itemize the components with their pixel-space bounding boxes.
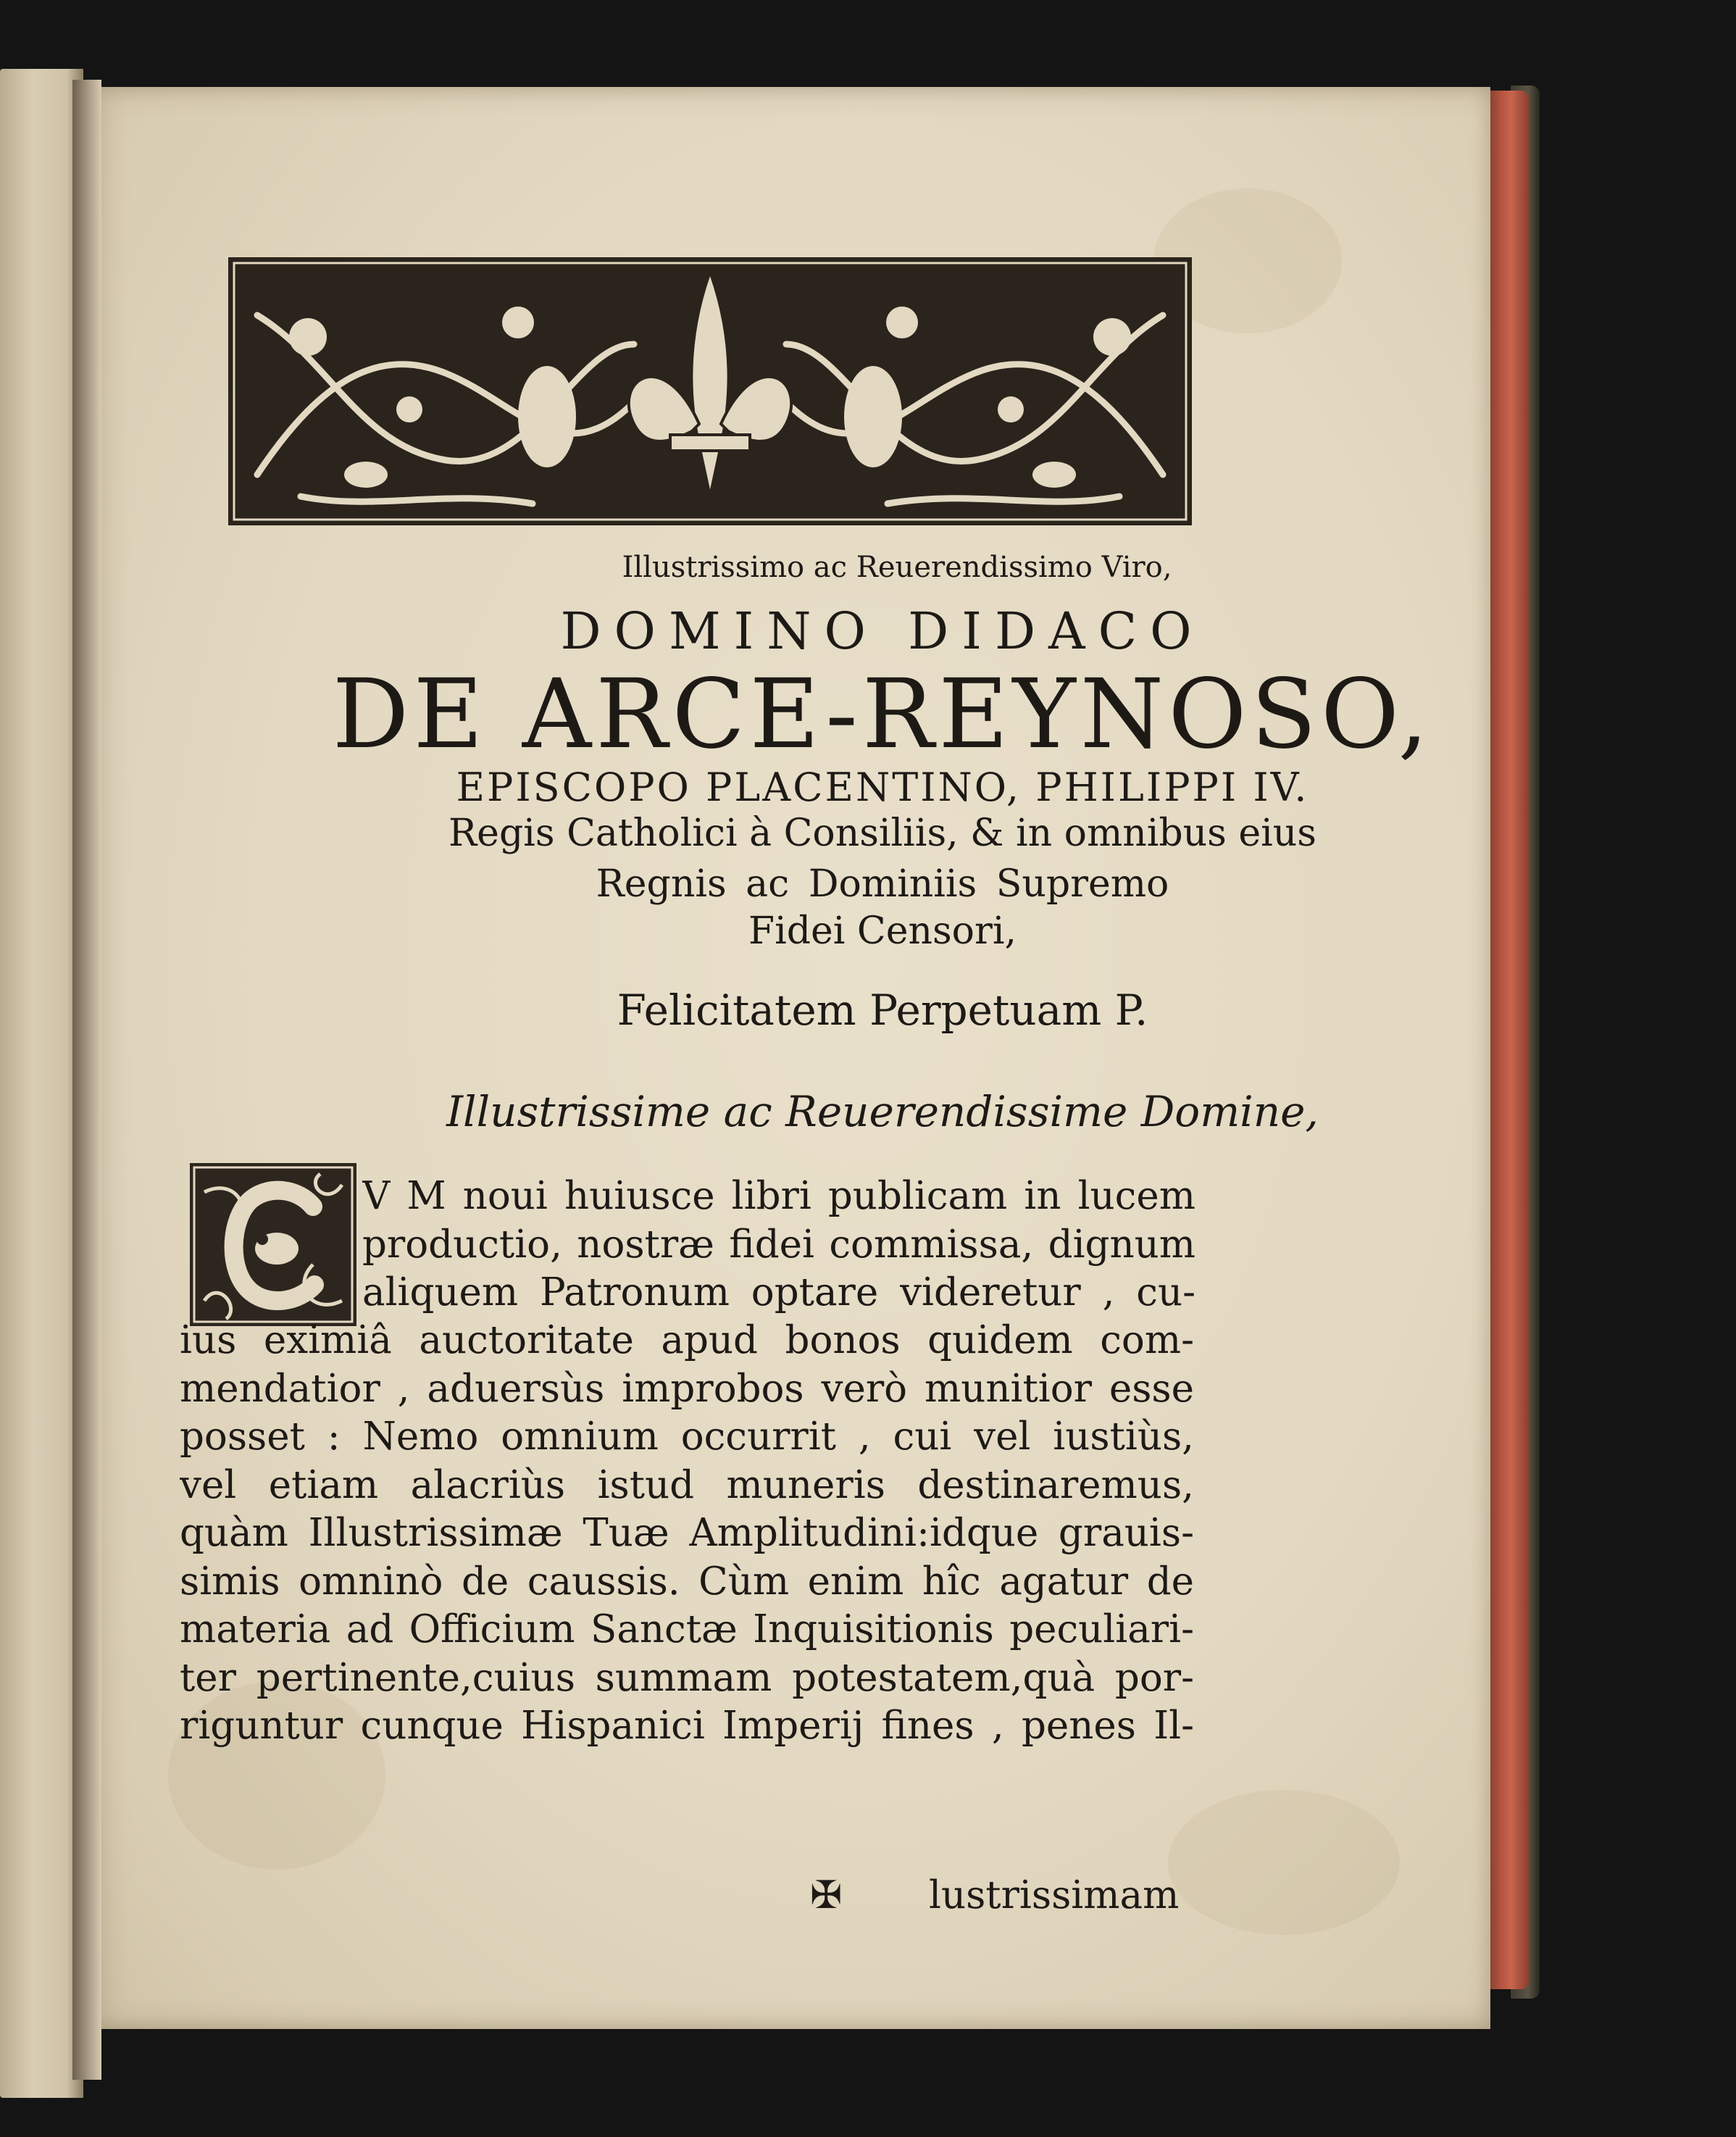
dedicatee-title: EPISCOPO PLACENTINO, PHILIPPI IV.	[456, 765, 1309, 810]
body-line: simis omninò de caussis. Cùm enim hîc agatur de	[180, 1559, 1194, 1604]
catchword: lustrissimam	[929, 1873, 1180, 1917]
red-fore-edge	[1485, 91, 1529, 1989]
ornamental-headpiece	[228, 257, 1192, 525]
decorated-initial-c	[190, 1163, 356, 1326]
dedicatee-office-line2: Regnis ac Dominiis Supremo	[596, 862, 1169, 906]
body-indented	[362, 1172, 1195, 1317]
body-line: mendatior , aduersùs improbos verò munitior esse	[180, 1366, 1194, 1411]
dedicatee-name-line: DOMINO DIDACO	[560, 601, 1205, 661]
signature-mark: ✠	[810, 1873, 843, 1917]
page-footer	[0, 1873, 1736, 1924]
body-line: productio, nostræ fidei commissa, dignum	[362, 1222, 1195, 1267]
salutation: Illustrissime ac Reuerendissime Domine,	[446, 1087, 1319, 1136]
dedicatee-office-line1: Regis Catholici à Consiliis, & in omnibus eius	[448, 812, 1316, 855]
body-line: quàm Illustrissimæ Tuæ Amplitudini:idque grauis-	[180, 1511, 1194, 1555]
body-line: ter pertinente,cuius summam potestatem,quà por-	[180, 1655, 1194, 1700]
body-line: ius eximiâ auctoritate apud bonos quidem com-	[180, 1318, 1194, 1362]
left-page-edge	[0, 69, 83, 2098]
body-line: materia ad Officium Sanctæ Inquisitionis peculiari-	[180, 1607, 1194, 1651]
body-line: aliquem Patronum optare videretur , cu-	[362, 1270, 1195, 1315]
gutter-shadow	[72, 80, 101, 2080]
dedication-caption: Illustrissimo ac Reuerendissimo Viro,	[622, 551, 1172, 584]
body-full	[180, 1317, 1194, 1751]
greeting: Felicitatem Perpetuam P.	[617, 986, 1148, 1035]
body-line: V M noui huiusce libri publicam in lucem	[362, 1174, 1195, 1218]
body-line: vel etiam alacriùs istud muneris destinaremus,	[180, 1462, 1194, 1507]
body-line: riguntur cunque Hispanici Imperij fines , penes Il-	[180, 1704, 1194, 1748]
dedicatee-surname: DE ARCE-REYNOSO,	[332, 659, 1433, 770]
body-line: posset : Nemo omnium occurrit , cui vel iustiùs,	[180, 1415, 1194, 1459]
dedicatee-office-line3: Fidei Censori,	[748, 909, 1017, 953]
